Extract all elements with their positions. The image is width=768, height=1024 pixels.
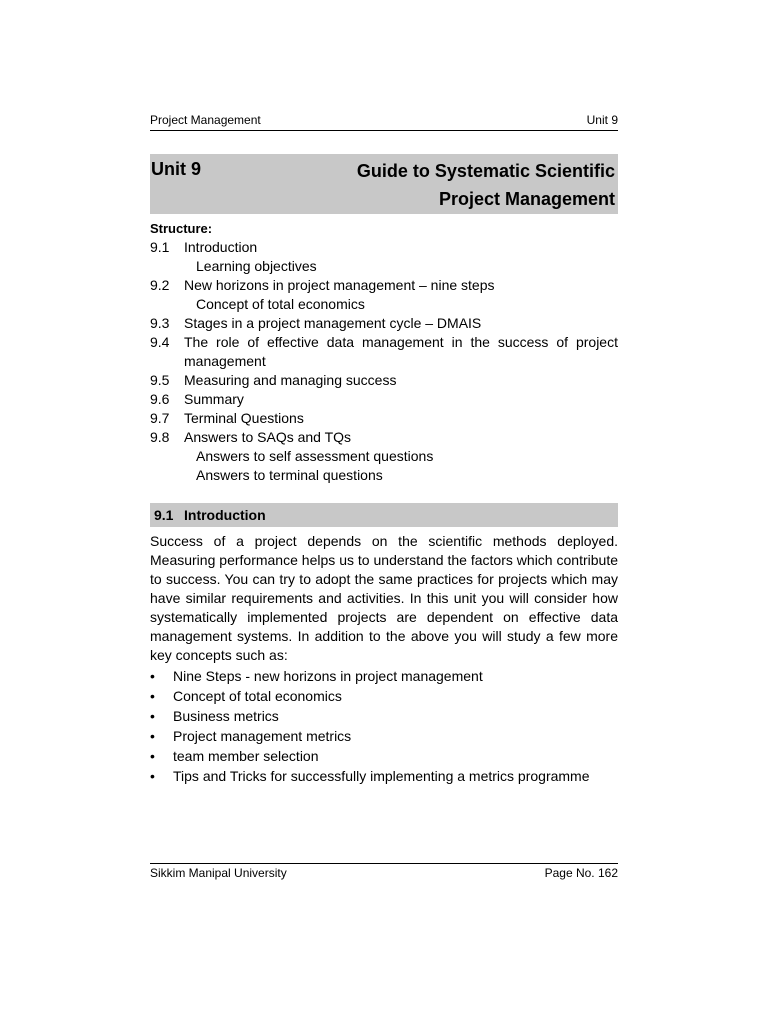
- toc-item: [150, 428, 618, 447]
- toc-item-label: Terminal Questions: [184, 410, 304, 426]
- toc-item-label: Measuring and managing success: [184, 372, 397, 388]
- list-item: [150, 746, 618, 766]
- toc-item-label: Stages in a project management cycle – DMAIS: [184, 315, 482, 331]
- bullet-icon: •: [150, 748, 155, 764]
- section-number: 9.1: [154, 507, 174, 523]
- toc-item-label: The role of effective data management in the success of project management: [184, 334, 618, 369]
- bullet-icon: •: [150, 708, 155, 724]
- toc-item: [150, 409, 618, 428]
- toc-item: [150, 238, 618, 257]
- toc-item-number: 9.4: [150, 334, 170, 350]
- running-footer: [150, 863, 618, 880]
- toc-subitem: [150, 466, 618, 485]
- toc-item-number: 9.7: [150, 410, 170, 426]
- bullet-icon: •: [150, 668, 155, 684]
- toc-item-number: 9.5: [150, 372, 170, 388]
- list-item-text: Project management metrics: [173, 728, 352, 744]
- bullet-icon: •: [150, 728, 155, 744]
- toc-item: [150, 333, 618, 371]
- unit-title-line-1: Guide to Systematic Scientific: [356, 161, 615, 181]
- bullet-icon: •: [150, 688, 155, 704]
- unit-title-band: [150, 154, 618, 214]
- section-heading: [150, 503, 618, 527]
- running-header: [150, 113, 618, 131]
- toc-item-number: 9.6: [150, 391, 170, 407]
- toc-subitem-label: Answers to self assessment questions: [196, 448, 434, 464]
- toc-subitem: [150, 257, 618, 276]
- toc-item-number: 9.3: [150, 315, 170, 331]
- toc-item-number: 9.8: [150, 429, 170, 445]
- list-item-text: team member selection: [173, 748, 319, 764]
- list-item-text: Tips and Tricks for successfully implementing a metrics programme: [173, 768, 590, 784]
- toc-subitem: [150, 447, 618, 466]
- header-unit-label: Unit 9: [586, 113, 618, 127]
- key-concepts-list: [150, 666, 618, 786]
- list-item: [150, 706, 618, 726]
- footer-page-number: Page No. 162: [544, 866, 618, 880]
- toc-subitem: [150, 295, 618, 314]
- toc-item-number: 9.1: [150, 239, 170, 255]
- section-title: Introduction: [184, 507, 266, 523]
- unit-title-line-2: Project Management: [438, 189, 615, 209]
- toc-item-label: New horizons in project management – nine steps: [184, 277, 495, 293]
- header-course-title: Project Management: [150, 113, 261, 127]
- unit-title: [357, 157, 615, 213]
- toc-item-number: 9.2: [150, 277, 170, 293]
- list-item-text: Nine Steps - new horizons in project management: [173, 668, 483, 684]
- toc-item: [150, 390, 618, 409]
- toc-subitem-label: Concept of total economics: [196, 296, 365, 312]
- toc-subitem-label: Learning objectives: [196, 258, 317, 274]
- intro-paragraph: Success of a project depends on the scientific methods deployed. Measuring performance helps us to understand the factors which contribute to success. You can try to adopt the same practices for projects which may have similar requirements and activities. In this unit you will consider how systematically implemented projects are dependent on effective data management systems. In addition to the above you will study a few more key concepts such as:: [150, 533, 618, 663]
- list-item-text: Business metrics: [173, 708, 279, 724]
- toc-item: [150, 276, 618, 295]
- unit-number: Unit 9: [151, 159, 202, 179]
- toc-item-label: Summary: [184, 391, 244, 407]
- toc-item: [150, 371, 618, 390]
- list-item-text: Concept of total economics: [173, 688, 342, 704]
- list-item: [150, 726, 618, 746]
- footer-university: Sikkim Manipal University: [150, 866, 287, 880]
- toc-item: [150, 314, 618, 333]
- section-body: [150, 532, 618, 665]
- structure-list: [150, 219, 618, 485]
- bullet-icon: •: [150, 768, 155, 784]
- toc-item-label: Answers to SAQs and TQs: [184, 429, 352, 445]
- list-item: [150, 766, 618, 786]
- toc-item-label: Introduction: [184, 239, 258, 255]
- list-item: [150, 666, 618, 686]
- toc-subitem-label: Answers to terminal questions: [196, 467, 383, 483]
- list-item: [150, 686, 618, 706]
- structure-heading: Structure:: [150, 221, 213, 236]
